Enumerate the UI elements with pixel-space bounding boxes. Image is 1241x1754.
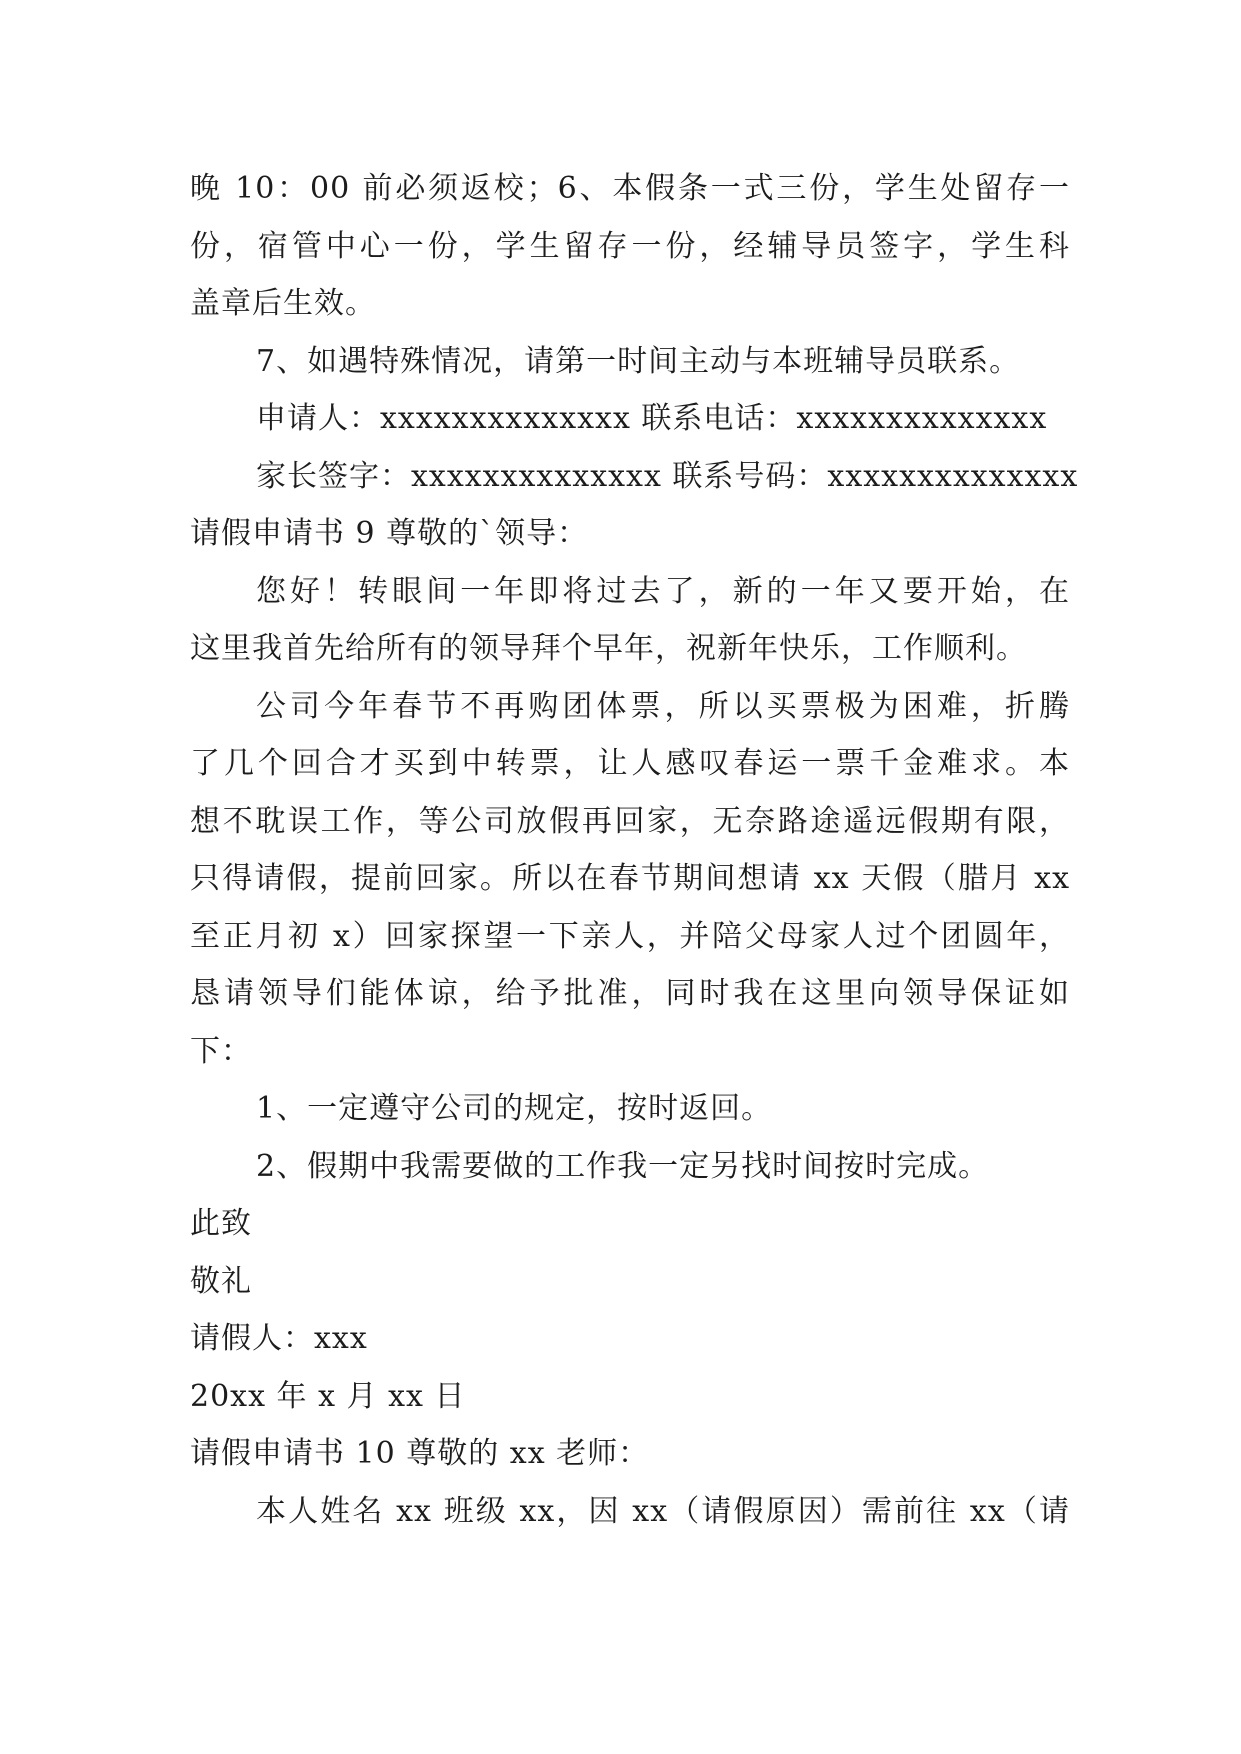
text-line: 盖章后生效。 [190,286,376,321]
text-line: 恳请领导们能体谅，给予批准，同时我在这里向领导保证如 [190,976,1070,1011]
text-line: 请假申请书 10 尊敬的 xx 老师： [190,1436,650,1471]
text-line: 这里我首先给所有的领导拜个早年，祝新年快乐，工作顺利。 [190,631,1027,666]
text-line: 此致 [190,1206,252,1241]
text-line: 请假申请书 9 尊敬的`领导： [190,516,589,551]
text-line: 请假人：xxx [190,1321,368,1356]
text-line: 只得请假，提前回家。所以在春节期间想请 xx 天假（腊月 xx [190,861,1070,896]
text-line: 您好！转眼间一年即将过去了，新的一年又要开始，在 [256,573,1070,609]
text-line: 晚 10：00 前必须返校；6、本假条一式三份，学生处留存一 [190,171,1070,206]
text-line: 20xx 年 x 月 xx 日 [190,1378,466,1414]
text-line: 本人姓名 xx 班级 xx，因 xx（请假原因）需前往 xx（请 [256,1493,1070,1529]
text-line: 2、假期中我需要做的工作我一定另找时间按时完成。 [256,1148,990,1184]
text-line: 下： [190,1033,252,1069]
document-body [190,160,1079,1540]
text-line: 想不耽误工作，等公司放假再回家，无奈路途遥远假期有限， [190,803,1070,839]
text-line: 至正月初 x）回家探望一下亲人，并陪父母家人过个团圆年， [190,918,1070,954]
text-line: 公司今年春节不再购团体票，所以买票极为困难，折腾 [256,688,1070,724]
text-line: 家长签字：xxxxxxxxxxxxxx 联系号码：xxxxxxxxxxxxxx [256,458,1079,494]
text-line: 1、一定遵守公司的规定，按时返回。 [256,1091,773,1126]
text-line: 敬礼 [190,1263,252,1299]
text-line: 申请人：xxxxxxxxxxxxxx 联系电话：xxxxxxxxxxxxxx [256,401,1048,436]
text-line: 份，宿管中心一份，学生留存一份，经辅导员签字，学生科 [190,228,1070,264]
text-line: 7、如遇特殊情况，请第一时间主动与本班辅导员联系。 [256,343,1021,379]
text-line: 了几个回合才买到中转票，让人感叹春运一票千金难求。本 [190,746,1070,781]
